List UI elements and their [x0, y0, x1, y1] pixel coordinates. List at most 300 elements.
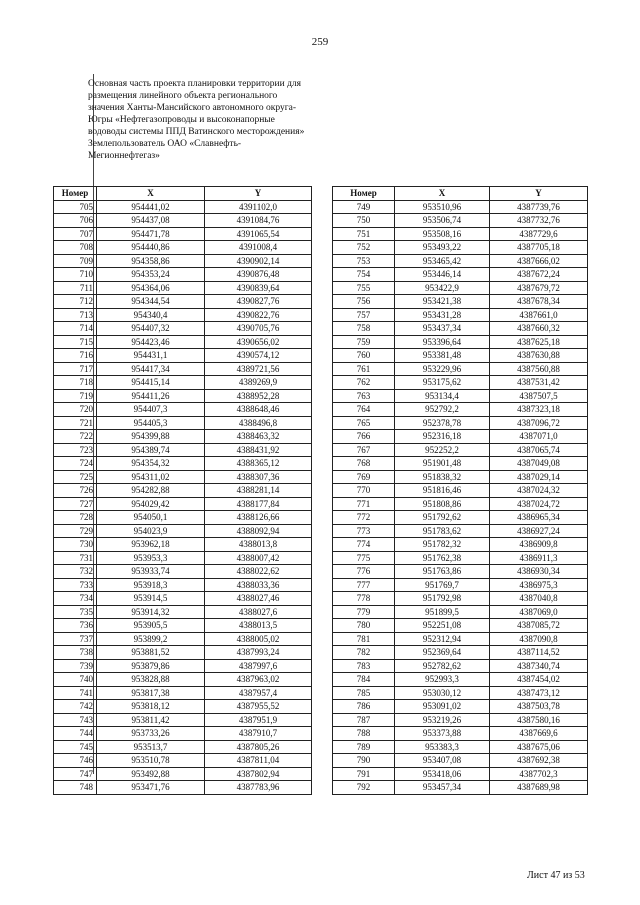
x-coordinate: 953437,34 — [395, 322, 490, 336]
table-row — [54, 470, 312, 484]
x-coordinate: 952369,64 — [395, 646, 490, 660]
table-row — [333, 430, 588, 444]
y-coordinate: 4387666,02 — [490, 254, 588, 268]
point-number: 722 — [54, 430, 97, 444]
table-row — [54, 646, 312, 660]
point-number: 730 — [54, 538, 97, 552]
x-coordinate: 954023,9 — [97, 524, 205, 538]
x-coordinate: 952316,18 — [395, 430, 490, 444]
x-coordinate: 954407,3 — [97, 403, 205, 417]
x-coordinate: 954399,88 — [97, 430, 205, 444]
table-row — [54, 659, 312, 673]
y-coordinate: 4387955,52 — [205, 700, 312, 714]
point-number: 760 — [333, 349, 395, 363]
table-row — [54, 673, 312, 687]
y-coordinate: 4387024,32 — [490, 484, 588, 498]
y-coordinate: 4387580,16 — [490, 713, 588, 727]
point-number: 717 — [54, 362, 97, 376]
table-row — [333, 214, 588, 228]
point-number: 759 — [333, 335, 395, 349]
point-number: 725 — [54, 470, 97, 484]
y-coordinate: 4390839,64 — [205, 281, 312, 295]
table-row — [333, 254, 588, 268]
table-row — [54, 632, 312, 646]
x-coordinate: 951792,98 — [395, 592, 490, 606]
point-number: 787 — [333, 713, 395, 727]
x-coordinate: 951783,62 — [395, 524, 490, 538]
point-number: 758 — [333, 322, 395, 336]
x-coordinate: 954029,42 — [97, 497, 205, 511]
y-coordinate: 4387065,74 — [490, 443, 588, 457]
table-row — [54, 443, 312, 457]
y-coordinate: 4387096,72 — [490, 416, 588, 430]
table-row — [333, 376, 588, 390]
table-row — [54, 416, 312, 430]
table-row — [54, 605, 312, 619]
y-coordinate: 4387702,3 — [490, 767, 588, 781]
y-coordinate: 4387692,38 — [490, 754, 588, 768]
x-coordinate: 951899,5 — [395, 605, 490, 619]
point-number: 747 — [54, 767, 97, 781]
y-coordinate: 4390705,76 — [205, 322, 312, 336]
table-row — [54, 308, 312, 322]
table-row — [54, 227, 312, 241]
y-coordinate: 4388307,36 — [205, 470, 312, 484]
point-number: 752 — [333, 241, 395, 255]
table-row — [54, 322, 312, 336]
point-number: 783 — [333, 659, 395, 673]
table-row — [54, 619, 312, 633]
point-number: 716 — [54, 349, 97, 363]
point-number: 720 — [54, 403, 97, 417]
x-coordinate: 953446,14 — [395, 268, 490, 282]
table-row — [333, 484, 588, 498]
table-row — [54, 389, 312, 403]
x-coordinate: 951769,7 — [395, 578, 490, 592]
point-number: 767 — [333, 443, 395, 457]
y-coordinate: 4387910,7 — [205, 727, 312, 741]
y-coordinate: 4387963,02 — [205, 673, 312, 687]
document-title — [88, 78, 358, 162]
y-coordinate: 4387783,96 — [205, 781, 312, 795]
point-number: 746 — [54, 754, 97, 768]
x-coordinate: 954358,86 — [97, 254, 205, 268]
point-number: 740 — [54, 673, 97, 687]
y-coordinate: 4386965,34 — [490, 511, 588, 525]
y-coordinate: 4388027,6 — [205, 605, 312, 619]
x-coordinate: 953899,2 — [97, 632, 205, 646]
x-coordinate: 953373,88 — [395, 727, 490, 741]
y-coordinate: 4390827,76 — [205, 295, 312, 309]
table-row — [333, 754, 588, 768]
point-number: 715 — [54, 335, 97, 349]
x-coordinate: 954407,32 — [97, 322, 205, 336]
title-line: Землепользователь ОАО «Славнефть- — [88, 139, 242, 149]
point-number: 744 — [54, 727, 97, 741]
x-coordinate: 953905,5 — [97, 619, 205, 633]
x-coordinate: 954364,06 — [97, 281, 205, 295]
y-coordinate: 4388281,14 — [205, 484, 312, 498]
title-line: размещения линейного объекта регионального — [88, 91, 278, 101]
x-coordinate: 951763,86 — [395, 565, 490, 579]
y-coordinate: 4387114,52 — [490, 646, 588, 660]
y-coordinate: 4387951,9 — [205, 713, 312, 727]
x-coordinate: 954417,34 — [97, 362, 205, 376]
y-coordinate: 4387323,18 — [490, 403, 588, 417]
point-number: 791 — [333, 767, 395, 781]
y-coordinate: 4391102,0 — [205, 200, 312, 214]
point-number: 726 — [54, 484, 97, 498]
table-row — [54, 781, 312, 795]
x-coordinate: 953933,74 — [97, 565, 205, 579]
point-number: 778 — [333, 592, 395, 606]
table-row — [54, 740, 312, 754]
x-coordinate: 951782,32 — [395, 538, 490, 552]
table-row — [333, 416, 588, 430]
y-coordinate: 4387069,0 — [490, 605, 588, 619]
point-number: 772 — [333, 511, 395, 525]
coordinates-table-left — [53, 186, 312, 795]
y-coordinate: 4388005,02 — [205, 632, 312, 646]
y-coordinate: 4388463,32 — [205, 430, 312, 444]
y-coordinate: 4386911,3 — [490, 551, 588, 565]
table-row — [54, 524, 312, 538]
table-row — [54, 268, 312, 282]
y-coordinate: 4389269,9 — [205, 376, 312, 390]
table-row — [54, 551, 312, 565]
y-coordinate: 4386975,3 — [490, 578, 588, 592]
table-row — [54, 376, 312, 390]
y-coordinate: 4388013,8 — [205, 538, 312, 552]
point-number: 739 — [54, 659, 97, 673]
point-number: 764 — [333, 403, 395, 417]
point-number: 724 — [54, 457, 97, 471]
y-coordinate: 4387630,88 — [490, 349, 588, 363]
table-row — [333, 308, 588, 322]
y-coordinate: 4387802,94 — [205, 767, 312, 781]
x-coordinate: 954282,88 — [97, 484, 205, 498]
point-number: 784 — [333, 673, 395, 687]
x-coordinate: 953383,3 — [395, 740, 490, 754]
y-coordinate: 4387672,24 — [490, 268, 588, 282]
table-row — [54, 241, 312, 255]
table-row — [54, 335, 312, 349]
point-number: 729 — [54, 524, 97, 538]
point-number: 754 — [333, 268, 395, 282]
point-number: 777 — [333, 578, 395, 592]
title-line: значения Ханты-Мансийского автономного округа- — [88, 103, 296, 113]
x-coordinate: 953396,64 — [395, 335, 490, 349]
x-coordinate: 951816,46 — [395, 484, 490, 498]
x-coordinate: 953471,76 — [97, 781, 205, 795]
point-number: 781 — [333, 632, 395, 646]
table-row — [54, 295, 312, 309]
x-coordinate: 951838,32 — [395, 470, 490, 484]
x-coordinate: 953881,52 — [97, 646, 205, 660]
y-coordinate: 4390876,48 — [205, 268, 312, 282]
x-coordinate: 953510,96 — [395, 200, 490, 214]
table-row — [54, 686, 312, 700]
x-coordinate: 953030,12 — [395, 686, 490, 700]
table-row — [333, 200, 588, 214]
x-coordinate: 951792,62 — [395, 511, 490, 525]
point-number: 719 — [54, 389, 97, 403]
title-line: Основная часть проекта планировки территории для — [88, 79, 302, 89]
point-number: 786 — [333, 700, 395, 714]
point-number: 710 — [54, 268, 97, 282]
x-coordinate: 954440,86 — [97, 241, 205, 255]
point-number: 743 — [54, 713, 97, 727]
table-row — [54, 727, 312, 741]
point-number: 709 — [54, 254, 97, 268]
point-number: 749 — [333, 200, 395, 214]
table-row — [54, 497, 312, 511]
x-coordinate: 953091,02 — [395, 700, 490, 714]
y-coordinate: 4387040,8 — [490, 592, 588, 606]
x-coordinate: 951762,38 — [395, 551, 490, 565]
x-coordinate: 953493,22 — [395, 241, 490, 255]
table-row — [54, 403, 312, 417]
table-row — [333, 268, 588, 282]
y-coordinate: 4388431,92 — [205, 443, 312, 457]
y-coordinate: 4387957,4 — [205, 686, 312, 700]
table-row — [333, 673, 588, 687]
x-coordinate: 953219,26 — [395, 713, 490, 727]
table-row — [333, 511, 588, 525]
x-coordinate: 953818,12 — [97, 700, 205, 714]
x-coordinate: 951808,86 — [395, 497, 490, 511]
y-coordinate: 4390822,76 — [205, 308, 312, 322]
table-row — [333, 322, 588, 336]
y-coordinate: 4387705,18 — [490, 241, 588, 255]
point-number: 745 — [54, 740, 97, 754]
table-row — [333, 443, 588, 457]
x-coordinate: 954431,1 — [97, 349, 205, 363]
point-number: 705 — [54, 200, 97, 214]
point-number: 721 — [54, 416, 97, 430]
y-coordinate: 4387473,12 — [490, 686, 588, 700]
y-coordinate: 4386930,34 — [490, 565, 588, 579]
x-coordinate: 954471,78 — [97, 227, 205, 241]
y-coordinate: 4387029,14 — [490, 470, 588, 484]
y-coordinate: 4387732,76 — [490, 214, 588, 228]
table-row — [333, 551, 588, 565]
y-coordinate: 4388027,46 — [205, 592, 312, 606]
point-number: 761 — [333, 362, 395, 376]
table-row — [333, 646, 588, 660]
x-coordinate: 954437,08 — [97, 214, 205, 228]
table-row — [54, 767, 312, 781]
x-coordinate: 954405,3 — [97, 416, 205, 430]
table-row — [54, 349, 312, 363]
table-row — [54, 457, 312, 471]
point-number: 792 — [333, 781, 395, 795]
point-number: 768 — [333, 457, 395, 471]
y-coordinate: 4391084,76 — [205, 214, 312, 228]
y-coordinate: 4387805,26 — [205, 740, 312, 754]
point-number: 780 — [333, 619, 395, 633]
title-line: Мегионнефтегаз» — [88, 151, 160, 161]
table-row — [54, 254, 312, 268]
y-coordinate: 4390902,14 — [205, 254, 312, 268]
x-coordinate: 953914,5 — [97, 592, 205, 606]
y-coordinate: 4387678,34 — [490, 295, 588, 309]
x-coordinate: 953879,86 — [97, 659, 205, 673]
x-coordinate: 954354,32 — [97, 457, 205, 471]
table-row — [333, 767, 588, 781]
table-row — [333, 578, 588, 592]
page-number: 259 — [311, 36, 329, 48]
table-row — [333, 565, 588, 579]
x-coordinate: 952782,62 — [395, 659, 490, 673]
x-coordinate: 953421,38 — [395, 295, 490, 309]
y-coordinate: 4387739,76 — [490, 200, 588, 214]
header-x: X — [97, 187, 205, 201]
table-row — [54, 362, 312, 376]
point-number: 763 — [333, 389, 395, 403]
point-number: 731 — [54, 551, 97, 565]
y-coordinate: 4387660,32 — [490, 322, 588, 336]
y-coordinate: 4387729,6 — [490, 227, 588, 241]
point-number: 706 — [54, 214, 97, 228]
table-row — [54, 430, 312, 444]
y-coordinate: 4387689,98 — [490, 781, 588, 795]
table-row — [333, 470, 588, 484]
header-x: X — [395, 187, 490, 201]
table-row — [333, 524, 588, 538]
y-coordinate: 4387071,0 — [490, 430, 588, 444]
y-coordinate: 4387560,88 — [490, 362, 588, 376]
point-number: 723 — [54, 443, 97, 457]
table-row — [333, 457, 588, 471]
x-coordinate: 952251,08 — [395, 619, 490, 633]
table-row — [54, 713, 312, 727]
x-coordinate: 954353,24 — [97, 268, 205, 282]
table-row — [333, 538, 588, 552]
y-coordinate: 4387507,5 — [490, 389, 588, 403]
table-row — [333, 727, 588, 741]
x-coordinate: 953465,42 — [395, 254, 490, 268]
x-coordinate: 954423,46 — [97, 335, 205, 349]
point-number: 776 — [333, 565, 395, 579]
point-number: 790 — [333, 754, 395, 768]
header-number: Номер — [54, 187, 97, 201]
x-coordinate: 952792,2 — [395, 403, 490, 417]
y-coordinate: 4387454,02 — [490, 673, 588, 687]
y-coordinate: 4387625,18 — [490, 335, 588, 349]
y-coordinate: 4387340,74 — [490, 659, 588, 673]
header-y: Y — [205, 187, 312, 201]
x-coordinate: 953422,9 — [395, 281, 490, 295]
y-coordinate: 4387024,72 — [490, 497, 588, 511]
x-coordinate: 953828,88 — [97, 673, 205, 687]
x-coordinate: 953431,28 — [395, 308, 490, 322]
point-number: 756 — [333, 295, 395, 309]
y-coordinate: 4388013,5 — [205, 619, 312, 633]
y-coordinate: 4388648,46 — [205, 403, 312, 417]
y-coordinate: 4387993,24 — [205, 646, 312, 660]
point-number: 782 — [333, 646, 395, 660]
x-coordinate: 953733,26 — [97, 727, 205, 741]
y-coordinate: 4390656,02 — [205, 335, 312, 349]
x-coordinate: 953513,7 — [97, 740, 205, 754]
header-number: Номер — [333, 187, 395, 201]
point-number: 785 — [333, 686, 395, 700]
point-number: 753 — [333, 254, 395, 268]
point-number: 735 — [54, 605, 97, 619]
y-coordinate: 4387997,6 — [205, 659, 312, 673]
table-row — [54, 538, 312, 552]
point-number: 742 — [54, 700, 97, 714]
x-coordinate: 954441,02 — [97, 200, 205, 214]
table-row — [333, 335, 588, 349]
table-row — [54, 565, 312, 579]
x-coordinate: 954311,02 — [97, 470, 205, 484]
table-row — [54, 511, 312, 525]
x-coordinate: 953506,74 — [395, 214, 490, 228]
y-coordinate: 4388496,8 — [205, 416, 312, 430]
y-coordinate: 4388033,36 — [205, 578, 312, 592]
x-coordinate: 953918,3 — [97, 578, 205, 592]
table-row — [54, 754, 312, 768]
y-coordinate: 4387090,8 — [490, 632, 588, 646]
point-number: 789 — [333, 740, 395, 754]
point-number: 762 — [333, 376, 395, 390]
x-coordinate: 953381,48 — [395, 349, 490, 363]
point-number: 733 — [54, 578, 97, 592]
point-number: 775 — [333, 551, 395, 565]
point-number: 766 — [333, 430, 395, 444]
point-number: 708 — [54, 241, 97, 255]
x-coordinate: 953407,08 — [395, 754, 490, 768]
x-coordinate: 952993,3 — [395, 673, 490, 687]
point-number: 755 — [333, 281, 395, 295]
point-number: 773 — [333, 524, 395, 538]
table-row — [333, 497, 588, 511]
point-number: 757 — [333, 308, 395, 322]
coordinates-table-right — [332, 186, 588, 795]
point-number: 788 — [333, 727, 395, 741]
table-header-row — [54, 187, 312, 201]
table-row — [333, 781, 588, 795]
y-coordinate: 4391008,4 — [205, 241, 312, 255]
y-coordinate: 4390574,12 — [205, 349, 312, 363]
x-coordinate: 954344,54 — [97, 295, 205, 309]
x-coordinate: 953457,34 — [395, 781, 490, 795]
table-row — [333, 700, 588, 714]
x-coordinate: 953510,78 — [97, 754, 205, 768]
table-row — [333, 389, 588, 403]
point-number: 734 — [54, 592, 97, 606]
table-row — [333, 605, 588, 619]
table-row — [54, 484, 312, 498]
x-coordinate: 953418,06 — [395, 767, 490, 781]
point-number: 769 — [333, 470, 395, 484]
point-number: 738 — [54, 646, 97, 660]
point-number: 718 — [54, 376, 97, 390]
y-coordinate: 4389721,56 — [205, 362, 312, 376]
y-coordinate: 4388952,28 — [205, 389, 312, 403]
x-coordinate: 953811,42 — [97, 713, 205, 727]
y-coordinate: 4387049,08 — [490, 457, 588, 471]
point-number: 736 — [54, 619, 97, 633]
point-number: 751 — [333, 227, 395, 241]
y-coordinate: 4388092,94 — [205, 524, 312, 538]
point-number: 727 — [54, 497, 97, 511]
table-row — [54, 214, 312, 228]
point-number: 765 — [333, 416, 395, 430]
y-coordinate: 4388007,42 — [205, 551, 312, 565]
